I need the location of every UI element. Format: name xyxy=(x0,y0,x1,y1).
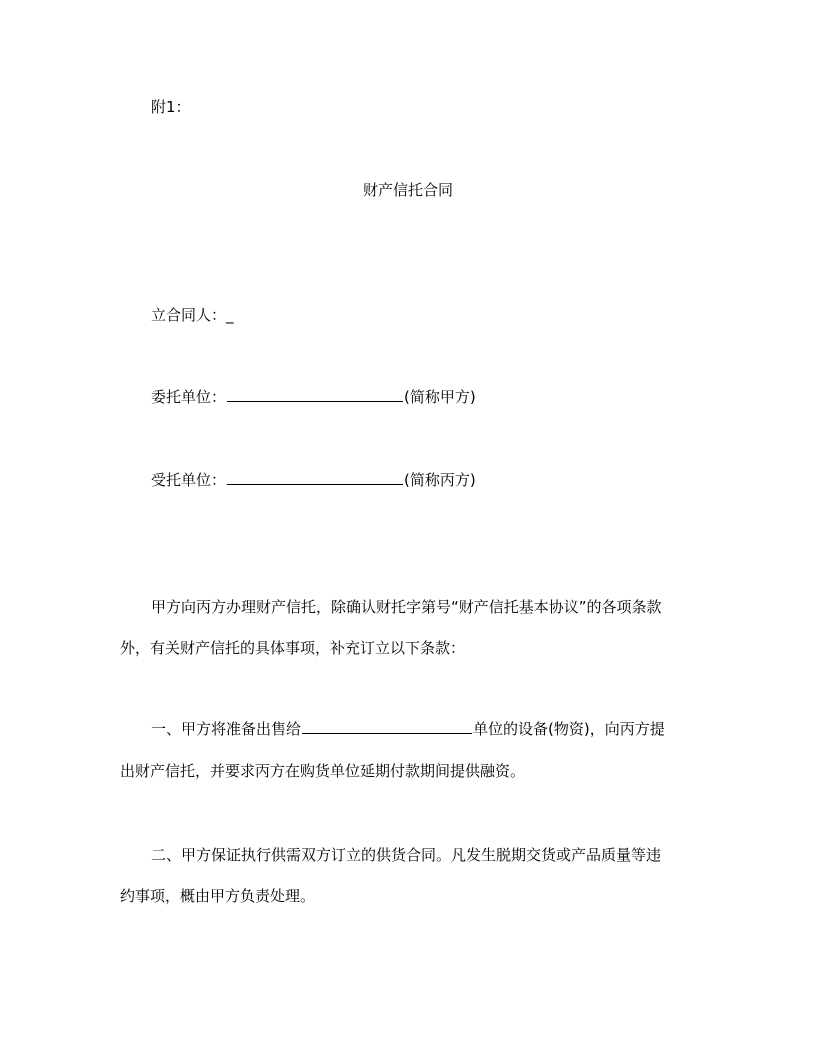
clause-1-suffix: 单位的设备(物资)，向丙方提 xyxy=(473,720,665,738)
clause-1-blank xyxy=(302,719,472,734)
clause-2-line-2: 约事项，概由甲方负责处理。 xyxy=(120,887,316,905)
clause-1-prefix: 一、甲方将准备出售给 xyxy=(151,720,302,738)
intro-line-1: 甲方向丙方办理财产信托，除确认财托字第号“财产信托基本协议”的各项条款 xyxy=(151,598,662,616)
trustee-party-line xyxy=(151,470,476,490)
signer-value: _ xyxy=(226,306,234,324)
entrusting-party-blank xyxy=(227,387,403,402)
clause-1-line-2: 出财产信托，并要求丙方在购货单位延期付款期间提供融资。 xyxy=(120,762,526,780)
document-title: 财产信托合同 xyxy=(362,181,453,199)
clause-2-line-1: 二、甲方保证执行供需双方订立的供货合同。凡发生脱期交货或产品质量等违 xyxy=(151,846,662,864)
signer-label: 立合同人： xyxy=(151,306,227,324)
trustee-party-label: 受托单位： xyxy=(151,471,227,489)
intro-line-2: 外，有关财产信托的具体事项，补充订立以下条款： xyxy=(120,639,466,657)
entrusting-party-line xyxy=(151,387,476,407)
appendix-label: 附1： xyxy=(151,98,191,116)
entrusting-party-suffix: (简称甲方) xyxy=(404,388,476,406)
signer-line xyxy=(151,305,234,325)
entrusting-party-label: 委托单位： xyxy=(151,388,227,406)
clause-1-line-1 xyxy=(151,719,665,739)
trustee-party-suffix: (简称丙方) xyxy=(404,471,476,489)
trustee-party-blank xyxy=(227,470,403,485)
